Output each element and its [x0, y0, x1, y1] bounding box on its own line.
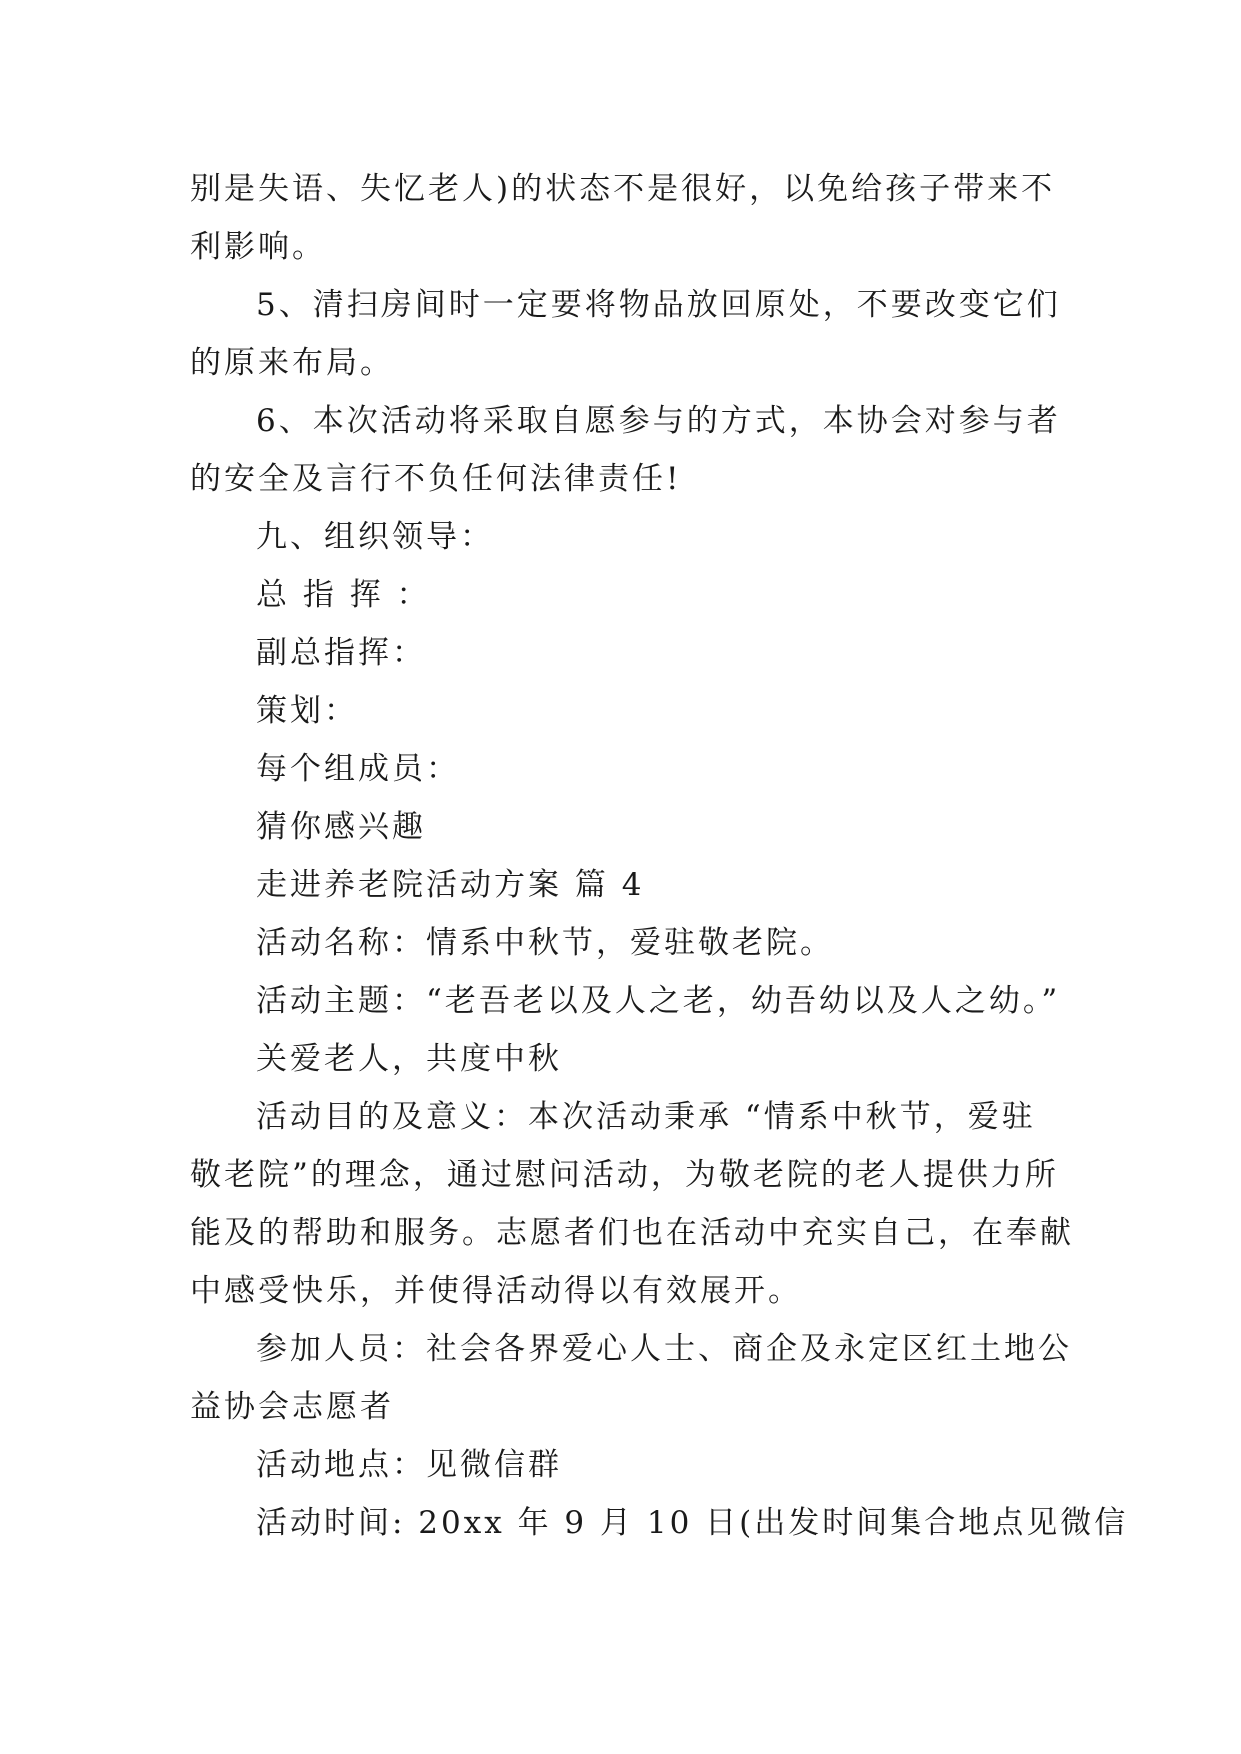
plan-title: 走进养老院活动方案 篇 4 [256, 867, 645, 903]
deputy-commander-label: 副总指挥： [256, 635, 426, 671]
paragraph-line: 中感受快乐，并使得活动得以有效展开。 [190, 1273, 802, 1309]
paragraph-line: 的安全及言行不负任何法律责任! [190, 461, 682, 497]
activity-time: 活动时间: 20xx 年 9 月 10 日(出发时间集合地点见微信 [256, 1505, 1129, 1541]
planning-label: 策划： [256, 693, 358, 729]
numbered-item-6: 6、本次活动将采取自愿参与的方式，本协会对参与者 [256, 403, 1061, 439]
section-heading-organization: 九、组织领导： [256, 519, 494, 555]
paragraph-line: 敬老院”的理念，通过慰问活动，为敬老院的老人提供力所 [190, 1157, 1059, 1193]
commander-label: 总 指 挥 ： [256, 577, 431, 613]
numbered-item-5: 5、清扫房间时一定要将物品放回原处，不要改变它们 [256, 287, 1061, 323]
paragraph-line: 益协会志愿者 [190, 1389, 394, 1425]
participants: 参加人员：社会各界爱心人士、商企及永定区红土地公 [256, 1331, 1072, 1367]
group-members-label: 每个组成员： [256, 751, 460, 787]
paragraph-line: 别是失语、失忆老人)的状态不是很好，以免给孩子带来不 [190, 171, 1056, 207]
paragraph-line: 能及的帮助和服务。志愿者们也在活动中充实自己，在奉献 [190, 1215, 1074, 1251]
paragraph-line: 利影响。 [190, 229, 326, 265]
paragraph-line: 的原来布局。 [190, 345, 394, 381]
activity-purpose: 活动目的及意义：本次活动秉承 “情系中秋节，爱驻 [256, 1099, 1036, 1135]
activity-location: 活动地点：见微信群 [256, 1447, 562, 1483]
activity-theme: 活动主题：“老吾老以及人之老，幼吾幼以及人之幼。” [256, 983, 1061, 1019]
activity-theme-continued: 关爱老人，共度中秋 [256, 1041, 562, 1077]
related-interest-heading: 猜你感兴趣 [256, 809, 426, 845]
activity-name: 活动名称：情系中秋节，爱驻敬老院。 [256, 925, 834, 961]
document-body [190, 160, 1129, 1552]
